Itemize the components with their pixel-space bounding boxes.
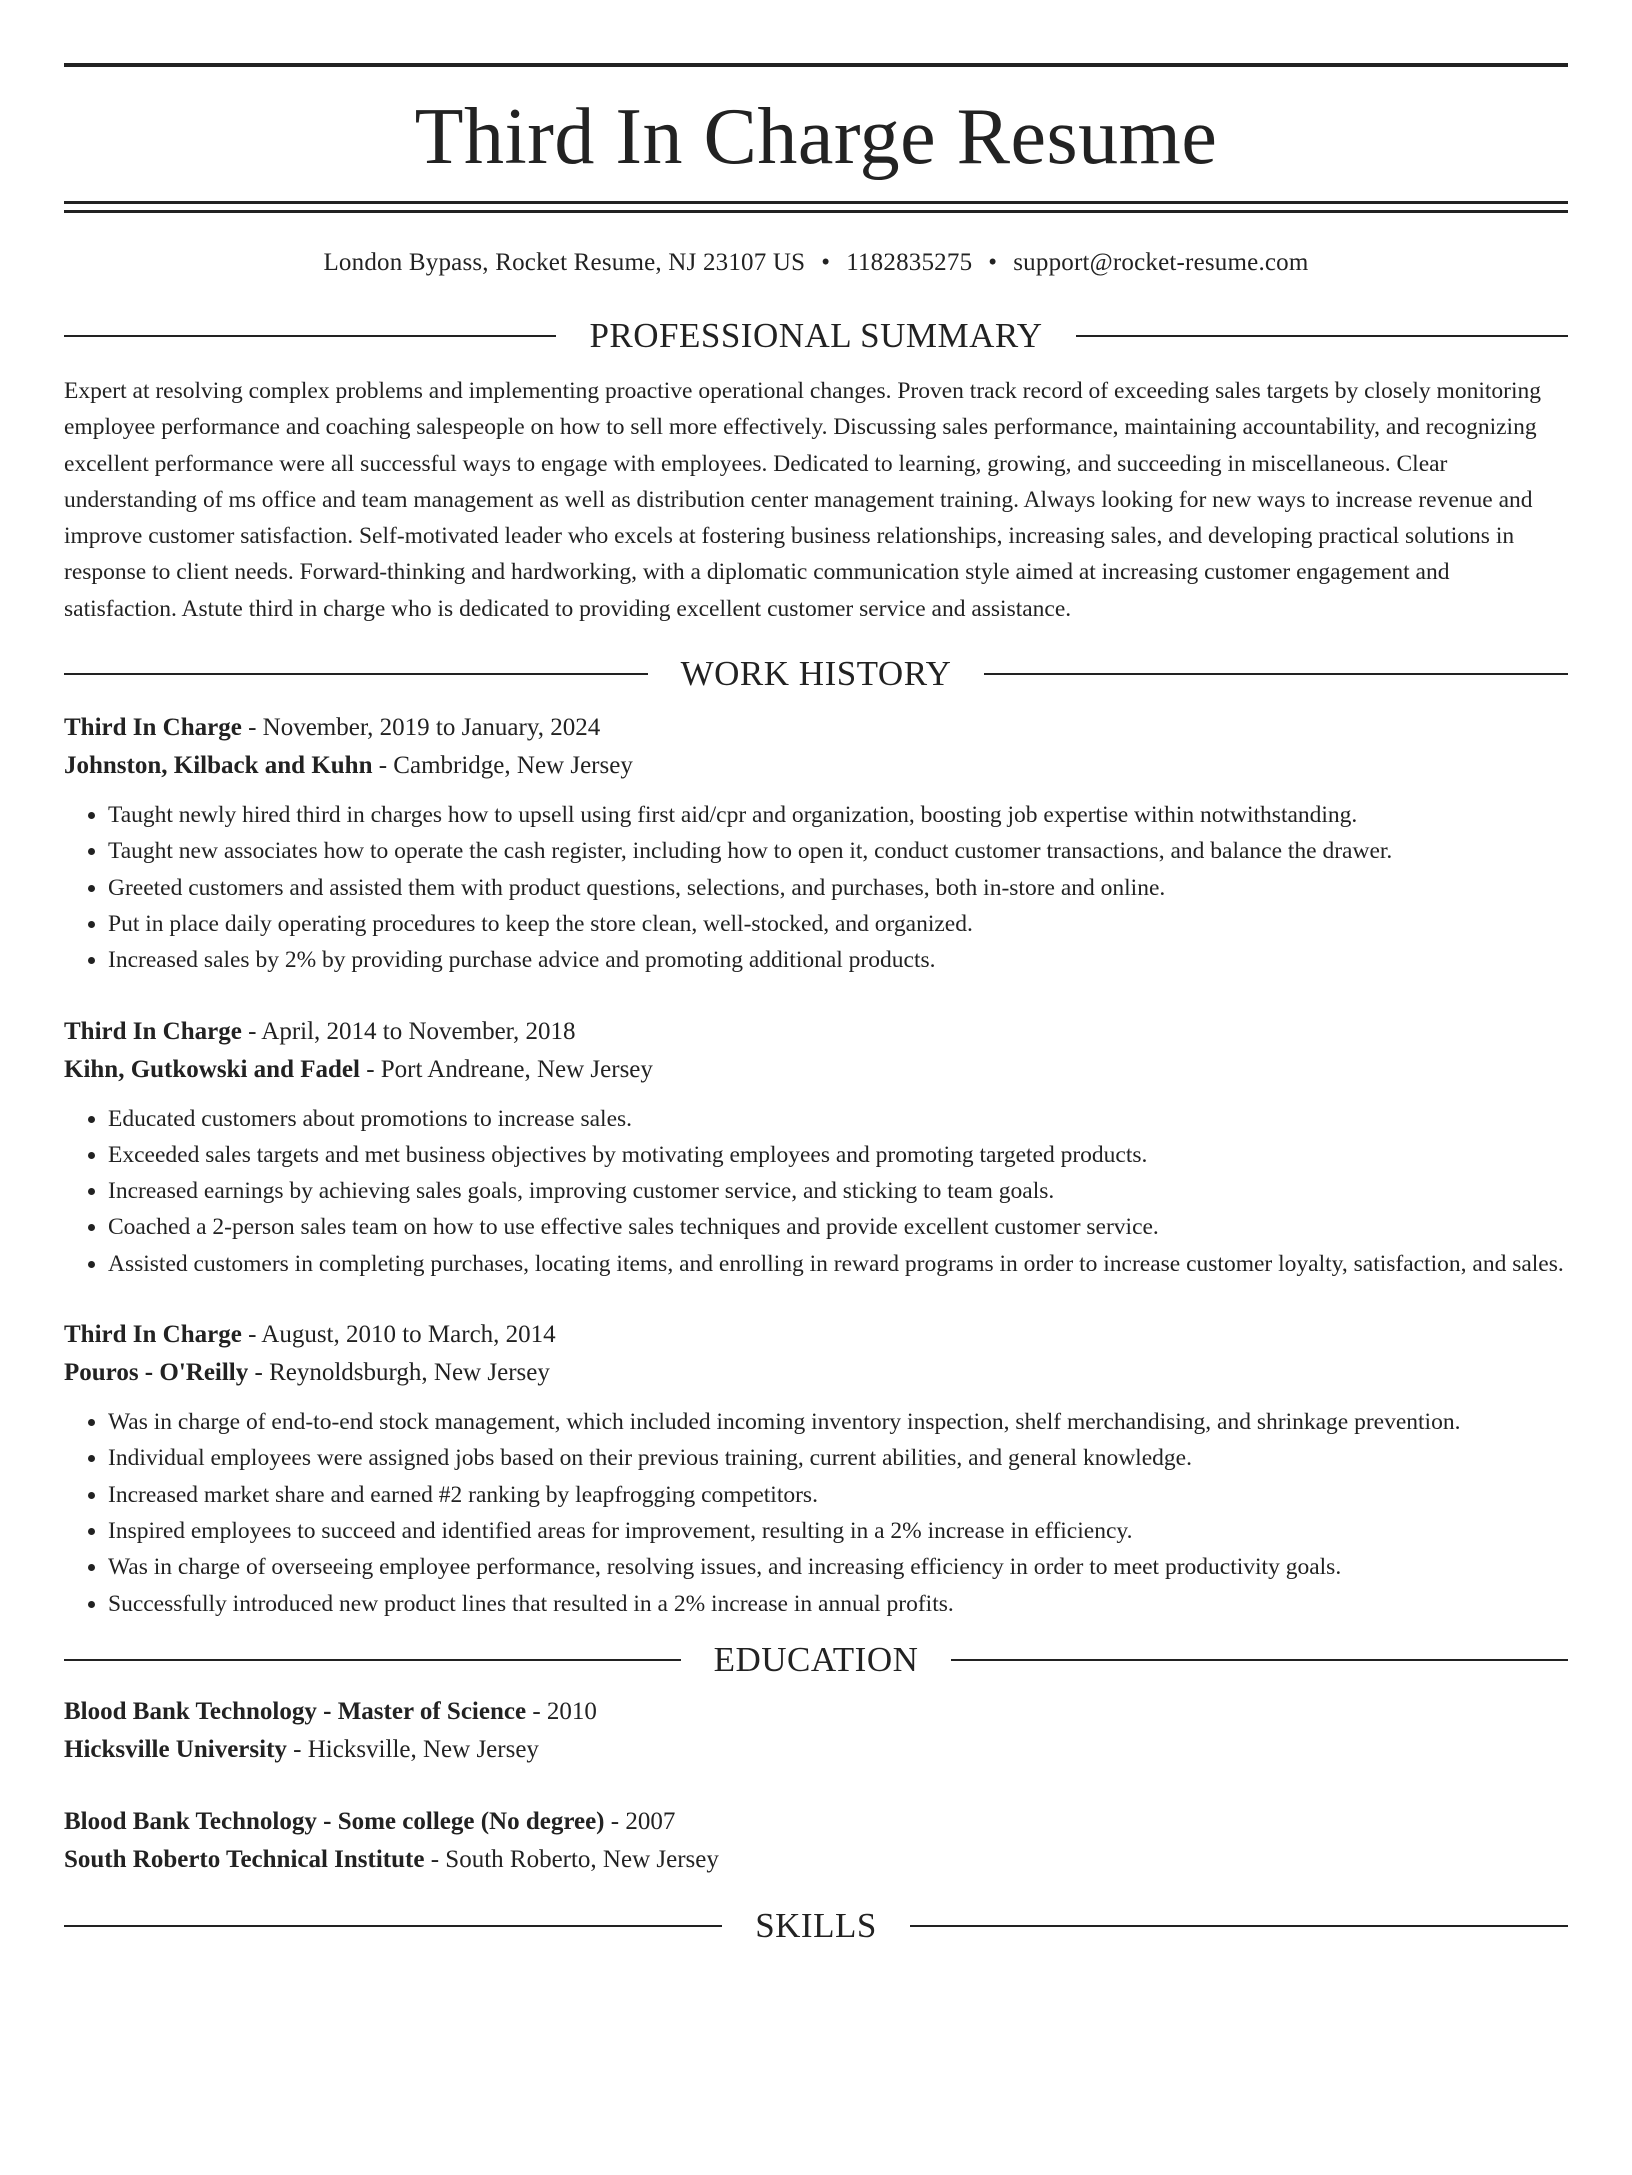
job-title-line xyxy=(64,1316,1568,1354)
job-title-line xyxy=(64,1013,1568,1051)
section-title: EDUCATION xyxy=(713,1639,919,1679)
contact-separator: • xyxy=(988,249,998,276)
contact-line xyxy=(64,247,1568,279)
job-entry xyxy=(64,709,1568,978)
school-line xyxy=(64,1841,1568,1879)
summary-text: Expert at resolving complex problems and implementing proactive operational changes. Proven track record of exceeding sales targets by closely monitoring employee performance and coaching salespeople on how to sell more effectively. Discussing sales performance, maintaining accountability, and recognizing excellent performance were all successful ways to engage with employees. Dedicated to learning, growing, and succeeding in miscellaneous. Clear understanding of ms office and team management as well as distribution center management training. Always looking for new ways to increase revenue and improve customer satisfaction. Self-motivated leader who excels at fostering business relationships, increasing sales, and developing practical solutions in response to client needs. Forward-thinking and hardworking, with a diplomatic communication style aimed at increasing customer engagement and satisfaction. Astute third in charge who is dedicated to providing excellent customer service and assistance. xyxy=(64,378,1542,622)
degree: Blood Bank Technology - Some college (No degree) xyxy=(64,1807,605,1835)
list-item: • Taught new associates how to operate the cash register, including how to open it, conduct customer transactions, and balance the drawer. xyxy=(108,833,1568,869)
contact-address: London Bypass, Rocket Resume, NJ 23107 US xyxy=(323,249,806,276)
resume-page xyxy=(0,63,1632,2175)
section-heading-skills xyxy=(64,1903,1568,1949)
list-item: • Exceeded sales targets and met business objectives by motivating employees and promoting targeted products. xyxy=(108,1137,1568,1173)
job-location: - Port Andreane, New Jersey xyxy=(359,1055,653,1083)
job-location: - Cambridge, New Jersey xyxy=(372,752,633,780)
list-item: • Increased market share and earned #2 ranking by leapfrogging competitors. xyxy=(108,1477,1568,1513)
job-title: Third In Charge xyxy=(64,714,242,742)
heading-rule-right xyxy=(984,673,1568,675)
section-heading-education xyxy=(64,1637,1568,1683)
job-bullets xyxy=(64,797,1568,978)
school-line xyxy=(64,1731,1568,1769)
list-item: • Increased earnings by achieving sales goals, improving customer service, and sticking to team goals. xyxy=(108,1173,1568,1209)
list-item: • Taught newly hired third in charges how to upsell using first aid/cpr and organization, boosting job expertise within notwithstanding. xyxy=(108,797,1568,833)
title-double-rule xyxy=(64,201,1568,213)
list-item: • Greeted customers and assisted them with product questions, selections, and purchases, both in-store and online. xyxy=(108,870,1568,906)
heading-rule-left xyxy=(64,1659,681,1661)
job-dates: - August, 2010 to March, 2014 xyxy=(241,1321,556,1349)
heading-rule-left xyxy=(64,1925,722,1927)
list-item: • Assisted customers in completing purchases, locating items, and enrolling in reward programs in order to increase customer loyalty, satisfaction, and sales. xyxy=(108,1246,1568,1282)
job-company-line xyxy=(64,1051,1568,1089)
list-item: • Increased sales by 2% by providing purchase advice and promoting additional products. xyxy=(108,942,1568,978)
job-company-line xyxy=(64,747,1568,785)
list-item: • Put in place daily operating procedures to keep the store clean, well-stocked, and organized. xyxy=(108,906,1568,942)
heading-rule-right xyxy=(951,1659,1568,1661)
job-title-line xyxy=(64,709,1568,747)
heading-rule-right xyxy=(1076,335,1568,337)
education-entry xyxy=(64,1803,1568,1879)
job-dates: - April, 2014 to November, 2018 xyxy=(241,1017,576,1045)
job-bullets xyxy=(64,1101,1568,1282)
section-title: WORK HISTORY xyxy=(680,654,952,694)
job-company-line xyxy=(64,1354,1568,1392)
list-item: • Successfully introduced new product lines that resulted in a 2% increase in annual profits. xyxy=(108,1586,1568,1622)
job-title: Third In Charge xyxy=(64,1321,242,1349)
job-bullets xyxy=(64,1404,1568,1622)
section-title: PROFESSIONAL SUMMARY xyxy=(589,316,1043,355)
degree: Blood Bank Technology - Master of Science xyxy=(64,1697,527,1725)
school-location: - Hicksville, New Jersey xyxy=(286,1735,539,1763)
section-title: SKILLS xyxy=(755,1905,877,1945)
list-item: • Was in charge of end-to-end stock management, which included incoming inventory inspection, shelf merchandising, and shrinkage prevention. xyxy=(108,1404,1568,1440)
degree-year: - 2010 xyxy=(526,1697,597,1725)
contact-phone: 1182835275 xyxy=(846,249,973,276)
list-item: • Educated customers about promotions to increase sales. xyxy=(108,1101,1568,1137)
job-company: Kihn, Gutkowski and Fadel xyxy=(64,1055,360,1083)
resume-title: Third In Charge Resume xyxy=(414,93,1218,181)
list-item: • Was in charge of overseeing employee performance, resolving issues, and increasing efficiency in order to meet productivity goals. xyxy=(108,1549,1568,1585)
job-title: Third In Charge xyxy=(64,1017,242,1045)
contact-email: support@rocket-resume.com xyxy=(1013,249,1309,276)
list-item: • Inspired employees to succeed and identified areas for improvement, resulting in a 2% increase in efficiency. xyxy=(108,1513,1568,1549)
education-entry xyxy=(64,1693,1568,1769)
job-dates: - November, 2019 to January, 2024 xyxy=(241,714,601,742)
degree-year: - 2007 xyxy=(604,1807,676,1835)
job-company: Johnston, Kilback and Kuhn xyxy=(64,752,373,780)
school-name: Hicksville University xyxy=(64,1735,287,1763)
section-heading-summary xyxy=(64,313,1568,359)
job-location: - Reynoldsburgh, New Jersey xyxy=(248,1359,550,1387)
heading-rule-left xyxy=(64,335,556,337)
job-entry xyxy=(64,1316,1568,1622)
heading-rule-right xyxy=(910,1925,1568,1927)
contact-separator: • xyxy=(821,249,831,276)
school-location: - South Roberto, New Jersey xyxy=(424,1845,719,1873)
job-company: Pouros - O'Reilly xyxy=(64,1359,249,1387)
degree-line xyxy=(64,1693,1568,1731)
school-name: South Roberto Technical Institute xyxy=(64,1845,425,1873)
heading-rule-left xyxy=(64,673,648,675)
degree-line xyxy=(64,1803,1568,1841)
section-heading-work-history xyxy=(64,651,1568,697)
list-item: • Individual employees were assigned jobs based on their previous training, current abilities, and general knowledge. xyxy=(108,1440,1568,1476)
list-item: • Coached a 2-person sales team on how to use effective sales techniques and provide excellent customer service. xyxy=(108,1209,1568,1245)
job-entry xyxy=(64,1013,1568,1282)
